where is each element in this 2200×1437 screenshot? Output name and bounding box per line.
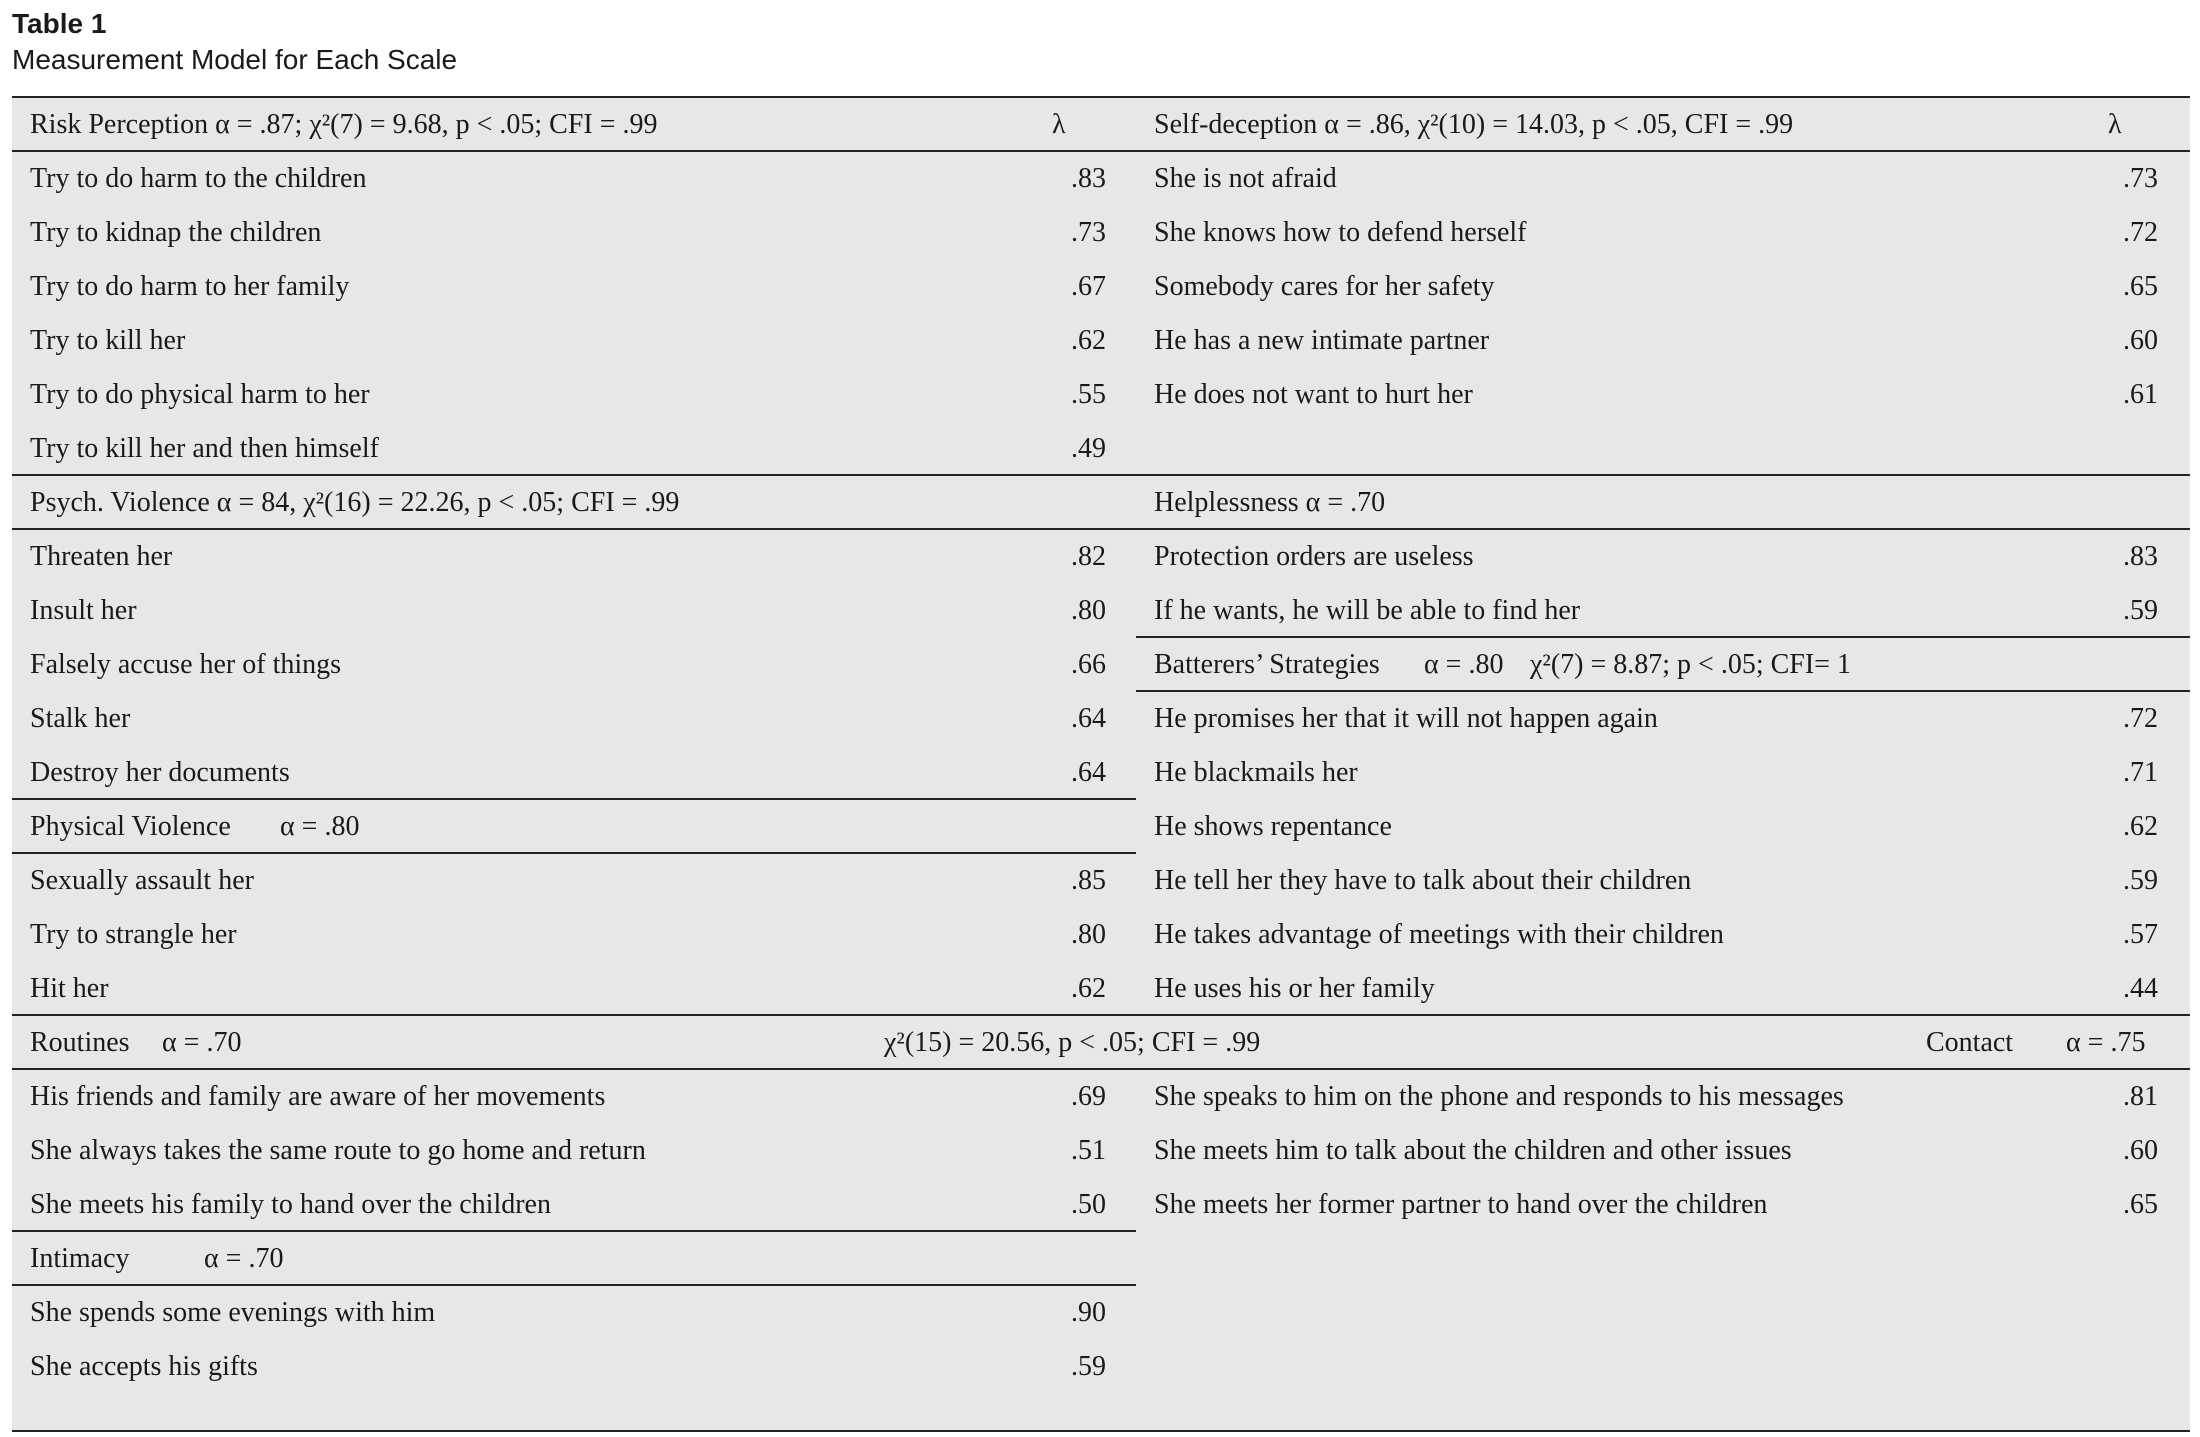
psych-violence-header: Psych. Violence α = 84, χ²(16) = 22.26, p < .05; CFI = .99: [30, 487, 680, 518]
section-divider: [12, 528, 2190, 530]
table-row-label: She meets her former partner to hand over the children: [1154, 1189, 1768, 1220]
section-divider: [12, 474, 2190, 476]
table-row-label: Try to do physical harm to her: [30, 379, 370, 410]
table-row-label: Stalk her: [30, 703, 131, 734]
table-row-label: He does not want to hurt her: [1154, 379, 1473, 410]
table-row-label: Sexually assault her: [30, 865, 254, 896]
table-row-value: .62: [2123, 811, 2158, 842]
table-row-value: .83: [1071, 163, 1106, 194]
contact-alpha: α = .75: [2066, 1027, 2146, 1058]
risk-perception-header: Risk Perception α = .87; χ²(7) = 9.68, p < .05; CFI = .99: [30, 109, 658, 140]
header-rule: [12, 150, 2190, 152]
batterers-fit: χ²(7) = 8.87; p < .05; CFI= 1: [1530, 649, 1851, 680]
intimacy-header: Intimacy: [30, 1243, 130, 1274]
table-row-value: .81: [2123, 1081, 2158, 1112]
routines-header: Routines: [30, 1027, 130, 1058]
table-row-label: Try to strangle her: [30, 919, 237, 950]
table-row-value: .73: [2123, 163, 2158, 194]
lambda-header-right: λ: [2108, 109, 2122, 140]
physical-violence-alpha: α = .80: [280, 811, 360, 842]
table-row-label: Try to kidnap the children: [30, 217, 322, 248]
table-row-value: .57: [2123, 919, 2158, 950]
table-row-value: .90: [1071, 1297, 1106, 1328]
table-row-value: .64: [1071, 757, 1106, 788]
table-row-value: .49: [1071, 433, 1106, 464]
table-row-label: Try to do harm to her family: [30, 271, 350, 302]
table-row-value: .60: [2123, 1135, 2158, 1166]
table-row-value: .51: [1071, 1135, 1106, 1166]
section-divider: [12, 852, 1136, 854]
table-row-label: His friends and family are aware of her movements: [30, 1081, 606, 1112]
table-row-label: He blackmails her: [1154, 757, 1358, 788]
table-row-value: .64: [1071, 703, 1106, 734]
table-row-label: He promises her that it will not happen again: [1154, 703, 1658, 734]
table-row-value: .71: [2123, 757, 2158, 788]
table-row-value: .59: [2123, 865, 2158, 896]
section-divider: [12, 798, 1136, 800]
table-row-value: .67: [1071, 271, 1106, 302]
table-row-value: .50: [1071, 1189, 1106, 1220]
table-title: Table 1: [12, 8, 107, 39]
lambda-header-left: λ: [1052, 109, 1066, 140]
section-divider: [1136, 636, 2190, 638]
table-row-label: He takes advantage of meetings with their children: [1154, 919, 1724, 950]
table-row-label: Destroy her documents: [30, 757, 290, 788]
intimacy-alpha: α = .70: [204, 1243, 284, 1274]
table-row-value: .65: [2123, 271, 2158, 302]
table-row-value: .66: [1071, 649, 1106, 680]
table-row-label: Try to do harm to the children: [30, 163, 367, 194]
table-row-value: .72: [2123, 703, 2158, 734]
table-row-value: .59: [2123, 595, 2158, 626]
table-row-value: .73: [1071, 217, 1106, 248]
table-row-value: .82: [1071, 541, 1106, 572]
table-row-label: He uses his or her family: [1154, 973, 1435, 1004]
routines-alpha: α = .70: [162, 1027, 242, 1058]
physical-violence-header: Physical Violence: [30, 811, 231, 842]
table-row-label: She spends some evenings with him: [30, 1297, 436, 1328]
table-row-label: She accepts his gifts: [30, 1351, 258, 1382]
table-row-label: Protection orders are useless: [1154, 541, 1474, 572]
table-row-value: .85: [1071, 865, 1106, 896]
table-row-label: He shows repentance: [1154, 811, 1392, 842]
table-row-label: She speaks to him on the phone and responds to his messages: [1154, 1081, 1844, 1112]
table-row-value: .59: [1071, 1351, 1106, 1382]
table-row-value: .55: [1071, 379, 1106, 410]
table-row-label: Try to kill her and then himself: [30, 433, 379, 464]
table-row-value: .80: [1071, 595, 1106, 626]
table-row-label: He tell her they have to talk about their children: [1154, 865, 1692, 896]
table-row-label: Falsely accuse her of things: [30, 649, 342, 680]
table-row-label: Hit her: [30, 973, 109, 1004]
table-row-label: She is not afraid: [1154, 163, 1337, 194]
table-row-label: Threaten her: [30, 541, 173, 572]
table-row-label: She meets him to talk about the children and other issues: [1154, 1135, 1792, 1166]
table-row-label: Try to kill her: [30, 325, 186, 356]
table-row-value: .83: [2123, 541, 2158, 572]
table-row-value: .44: [2123, 973, 2158, 1004]
section-divider: [12, 1014, 2190, 1016]
table-row-label: Somebody cares for her safety: [1154, 271, 1495, 302]
table-row-value: .60: [2123, 325, 2158, 356]
table-row-value: .65: [2123, 1189, 2158, 1220]
table-row-label: She meets his family to hand over the children: [30, 1189, 551, 1220]
table-row-value: .72: [2123, 217, 2158, 248]
table-subtitle: Measurement Model for Each Scale: [12, 44, 458, 75]
table-row-label: Insult her: [30, 595, 137, 626]
batterers-strategies-header: Batterers’ Strategies: [1154, 649, 1380, 680]
routines-fit: χ²(15) = 20.56, p < .05; CFI = .99: [884, 1027, 1261, 1058]
table-row-value: .69: [1071, 1081, 1106, 1112]
table-row-label: He has a new intimate partner: [1154, 325, 1490, 356]
batterers-alpha: α = .80: [1424, 649, 1504, 680]
helplessness-header: Helplessness α = .70: [1154, 487, 1386, 518]
contact-header: Contact: [1926, 1027, 2014, 1058]
section-divider: [1136, 690, 2190, 692]
section-divider: [12, 1284, 1136, 1286]
self-deception-header: Self-deception α = .86, χ²(10) = 14.03, p < .05, CFI = .99: [1154, 109, 1794, 140]
table-row-value: .80: [1071, 919, 1106, 950]
table-row-value: .62: [1071, 325, 1106, 356]
section-divider: [12, 1068, 2190, 1070]
measurement-table: [12, 96, 2190, 1432]
table-row-value: .62: [1071, 973, 1106, 1004]
table-row-label: She always takes the same route to go home and return: [30, 1135, 646, 1166]
table-row-value: .61: [2123, 379, 2158, 410]
section-divider: [12, 1230, 1136, 1232]
table-row-label: She knows how to defend herself: [1154, 217, 1527, 248]
table-row-label: If he wants, he will be able to find her: [1154, 595, 1581, 626]
